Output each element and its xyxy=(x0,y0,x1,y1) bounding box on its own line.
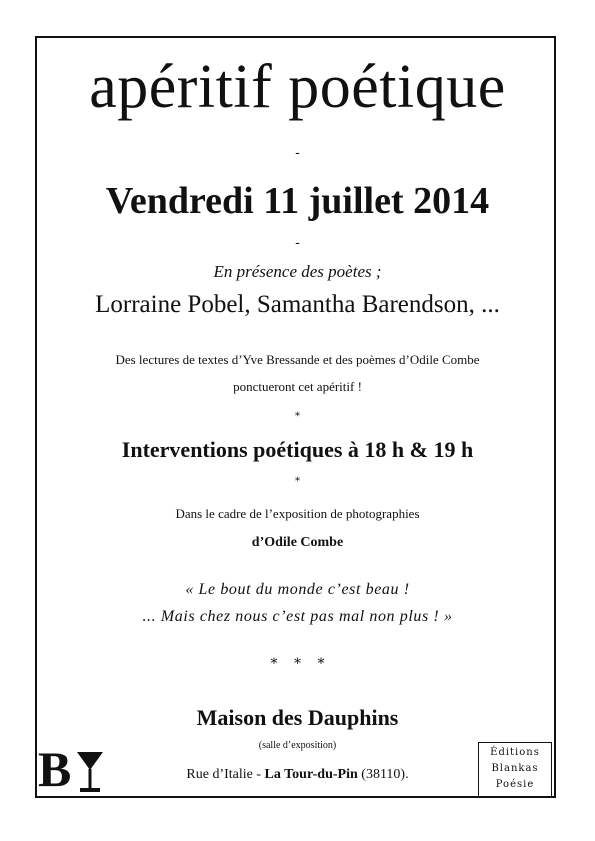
address-town: La Tour-du-Pin xyxy=(264,767,358,782)
exposition-line-1: Dans le cadre de l’exposition de photographies xyxy=(175,506,420,521)
dash-separator-bottom: - xyxy=(295,235,300,251)
exposition-artist: d’Odile Combe xyxy=(251,535,344,550)
publisher-logo xyxy=(38,741,108,797)
publisher-line-2: Blankas xyxy=(491,763,539,774)
venue-note: (salle d’exposition) xyxy=(258,740,337,751)
event-date: Vendredi 11 juillet 2014 xyxy=(105,180,490,222)
readings-line-2: ponctueront cet apéritif ! xyxy=(233,379,362,394)
dash-separator-top: - xyxy=(295,145,300,161)
star-separator-3: * * * xyxy=(270,656,325,672)
quote-line-2: ... Mais chez nous c’est pas mal non plus ! » xyxy=(142,608,453,625)
star-separator-1: * xyxy=(295,411,300,422)
publisher-line-1: Éditions xyxy=(490,747,540,758)
venue-name: Maison des Dauphins xyxy=(196,705,399,730)
interventions-times: Interventions poétiques à 18 h & 19 h xyxy=(121,437,474,462)
publisher-line-3: Poésie xyxy=(495,779,535,790)
cocktail-glass-icon xyxy=(76,746,106,796)
address-street: Rue d’Italie - xyxy=(186,767,265,782)
readings-line-1: Des lectures de textes d’Yve Bressande et des poèmes d’Odile Combe xyxy=(115,352,480,367)
star-separator-2: * xyxy=(295,476,300,487)
poster-title: apéritif poétique xyxy=(89,53,506,121)
quote-line-1: « Le bout du monde c’est beau ! xyxy=(185,581,410,598)
logo-letter: B xyxy=(38,741,72,797)
address-postcode: (38110). xyxy=(357,767,409,782)
publisher-box xyxy=(478,742,552,797)
poets-list: Lorraine Pobel, Samantha Barendson, ... xyxy=(95,291,500,318)
presence-heading: En présence des poètes ; xyxy=(213,262,382,281)
